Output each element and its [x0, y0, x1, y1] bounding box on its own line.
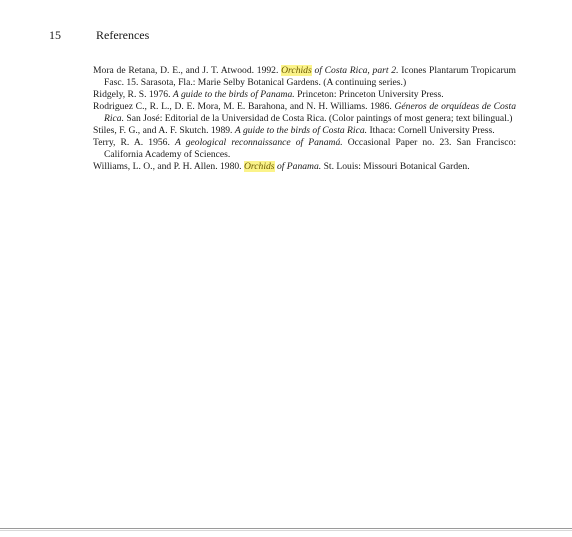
highlighted-term: Orchids — [281, 65, 312, 76]
reference-details: Occasional Paper no. 23. San Francisco: California Academy of Sciences. — [104, 137, 516, 160]
reference-entry — [93, 101, 516, 125]
reference-details: Icones Plantarum Tropicarum Fasc. 15. Sarasota, Fla.: Marie Selby Botanical Gardens. (A continuing series.) — [104, 65, 516, 88]
reference-authors: Terry, R. A. 1956. — [93, 137, 175, 148]
reference-entry — [93, 137, 516, 161]
reference-entry — [93, 125, 516, 137]
bottom-rule — [0, 528, 572, 529]
references-list — [93, 65, 516, 173]
reference-title-rest: of Panama. — [274, 161, 322, 172]
reference-title: A guide to the birds of Costa Rica. — [234, 125, 368, 136]
reference-authors: Williams, L. O., and P. H. Allen. 1980. — [93, 161, 244, 172]
reference-title-rest: of Costa Rica, part 2. — [311, 65, 399, 76]
reference-authors: Rodriguez C., R. L., D. E. Mora, M. E. Barahona, and N. H. Williams. 1986. — [93, 101, 395, 112]
page-header — [0, 28, 572, 44]
reference-details: Princeton: Princeton University Press. — [294, 89, 444, 100]
running-head: References — [96, 28, 150, 42]
page-number: 15 — [49, 28, 61, 42]
reference-authors: Stiles, F. G., and A. F. Skutch. 1989. — [93, 125, 235, 136]
highlighted-term: Orchids — [243, 161, 275, 172]
reference-details: San José: Editorial de la Universidad de Costa Rica. (Color paintings of most genera; text bilingual.) — [123, 113, 513, 124]
reference-details: St. Louis: Missouri Botanical Garden. — [321, 161, 470, 172]
reference-entry — [93, 161, 516, 173]
reference-title: A guide to the birds of Panama. — [172, 89, 295, 100]
reference-entry — [93, 65, 516, 89]
reference-entry — [93, 89, 516, 101]
reference-authors: Ridgely, R. S. 1976. — [93, 89, 173, 100]
reference-title: A geological reconnaissance of Panamá. — [174, 137, 343, 148]
reference-title: Géneros de orquídeas de Costa Rica. — [104, 101, 516, 124]
reference-title — [244, 161, 321, 172]
reference-authors: Mora de Retana, D. E., and J. T. Atwood. 1992. — [93, 65, 282, 76]
reference-title — [281, 65, 398, 76]
reference-details: Ithaca: Cornell University Press. — [367, 125, 495, 136]
